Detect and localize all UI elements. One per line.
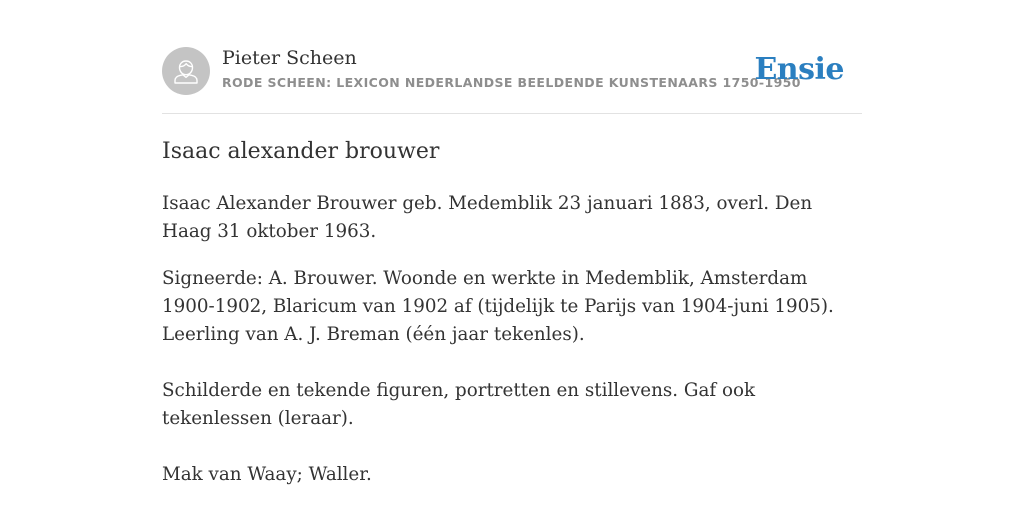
ensie-logo[interactable]: Ensie	[754, 52, 844, 87]
author-name[interactable]: Pieter Scheen	[222, 47, 357, 69]
user-avatar-icon[interactable]	[162, 47, 210, 95]
article-paragraph: Schilderde en tekende figuren, portretten en stillevens. Gaf ook tekenlessen (leraar).	[162, 380, 756, 429]
article-card	[162, 0, 862, 485]
article-header	[162, 0, 862, 114]
article-paragraph: Mak van Waay; Waller.	[162, 464, 372, 485]
source-lexicon[interactable]: RODE SCHEEN: LEXICON NEDERLANDSE BEELDENDE KUNSTENAARS 1750-1950	[222, 75, 801, 90]
article-paragraph: Signeerde: A. Brouwer. Woonde en werkte in Medemblik, Amsterdam 1900-1902, Blaricum van 1902 af (tijdelijk te Parijs van 1904-juni 1905). Leerling van A. J. Breman (één jaar tekenles).	[162, 268, 834, 345]
article-title: Isaac alexander brouwer	[162, 139, 440, 164]
article-paragraph: Isaac Alexander Brouwer geb. Medemblik 23 januari 1883, overl. Den Haag 31 oktober 1963.	[162, 193, 813, 242]
